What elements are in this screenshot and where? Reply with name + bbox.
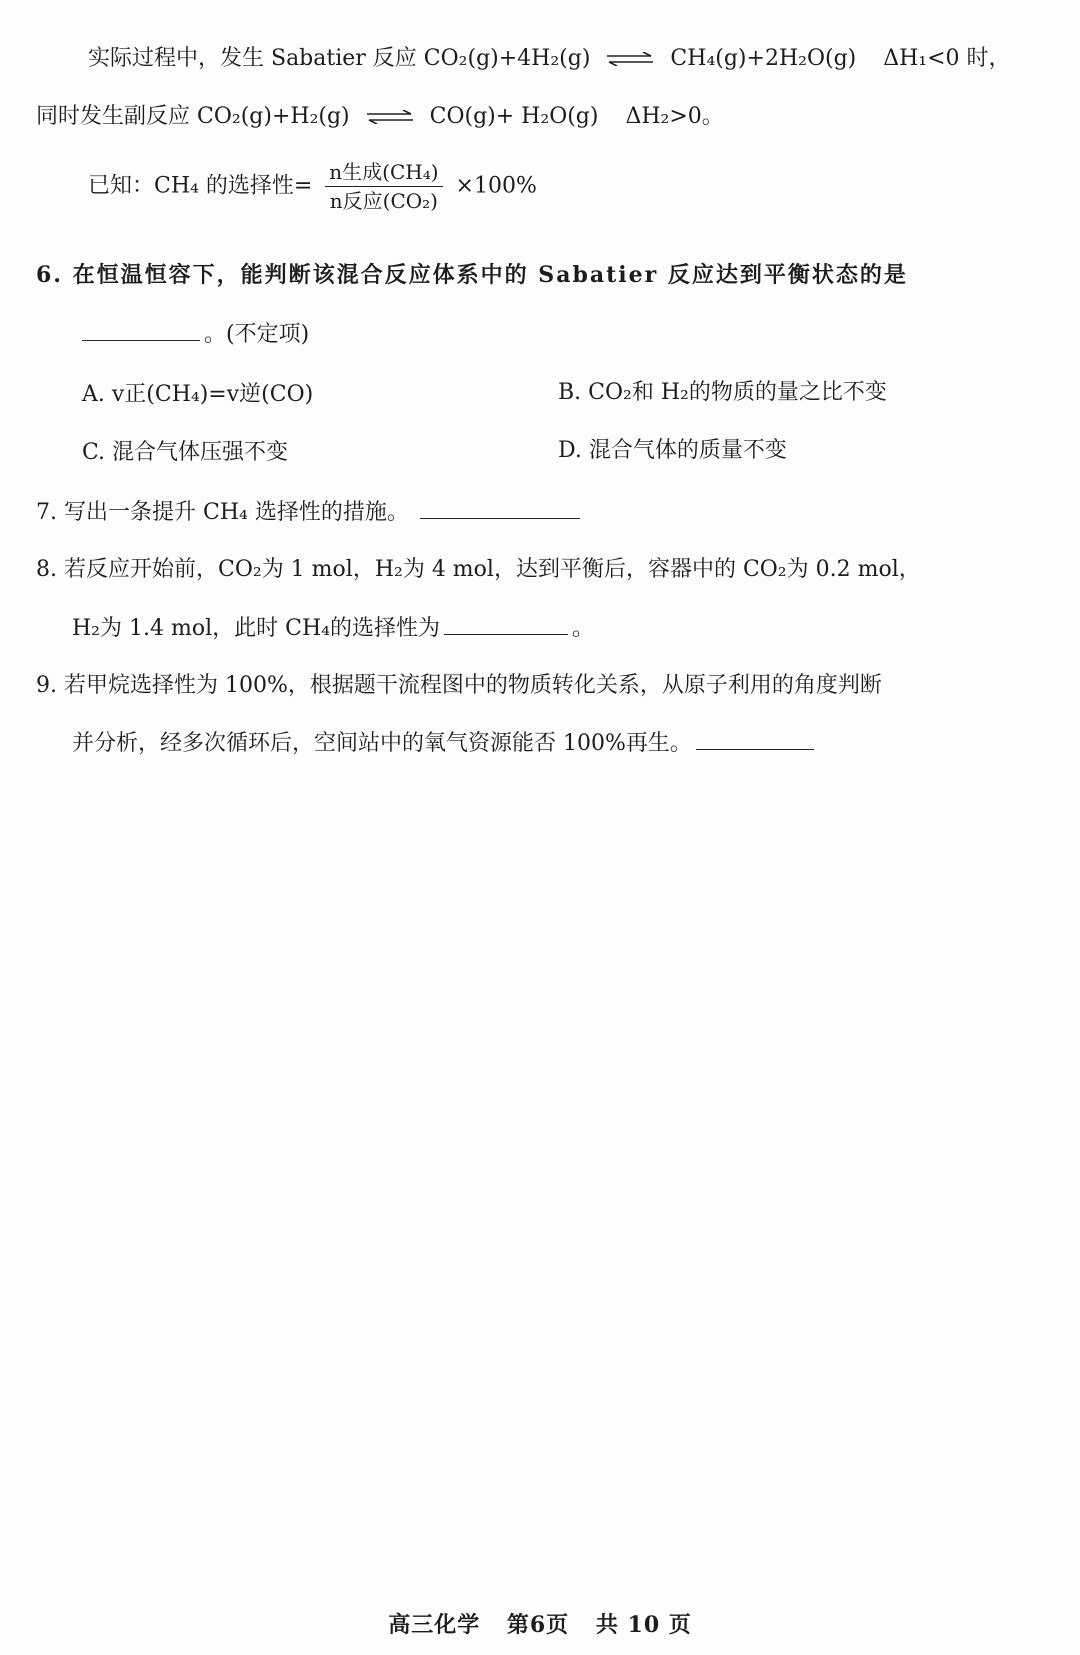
main-reaction-line <box>88 46 1011 72</box>
option-d-label: D. 混合气体的质量不变 <box>558 438 787 463</box>
footer-page: 第6页 <box>506 1612 570 1638</box>
reaction-reactants: CO₂(g)+4H₂(g) <box>423 46 591 71</box>
equilibrium-arrow-icon <box>365 110 415 124</box>
question-6-number: 6. <box>36 262 63 288</box>
selectivity-formula <box>88 160 537 213</box>
selectivity-numerator: n生成(CH₄) <box>329 160 439 184</box>
selectivity-fraction <box>325 160 442 213</box>
question-7 <box>36 500 584 526</box>
question-6-blank-line <box>78 322 309 348</box>
question-7-number: 7. <box>36 500 57 525</box>
selectivity-denominator: n反应(CO₂) <box>329 189 438 213</box>
option-c-label: C. 混合气体压强不变 <box>82 440 289 465</box>
question-6 <box>36 262 908 288</box>
side-reaction-products: CO(g)+ H₂O(g) <box>429 104 599 129</box>
option-b-label: B. CO₂和 H₂的物质的量之比不变 <box>558 380 887 405</box>
reaction-prefix: 实际过程中，发生 Sabatier 反应 <box>88 46 417 71</box>
reaction-enthalpy: ΔH₁<0 时， <box>883 46 1011 71</box>
question-9-text-line2: 并分析，经多次循环后，空间站中的氧气资源能否 100%再生。 <box>72 731 692 756</box>
option-a-label: A. v正(CH₄)=v逆(CO) <box>82 382 314 407</box>
side-reaction-prefix: 同时发生副反应 <box>36 104 191 129</box>
equilibrium-arrow-icon <box>605 52 655 66</box>
question-8-text-line2: H₂为 1.4 mol，此时 CH₄的选择性为 <box>72 616 440 641</box>
selectivity-suffix: ×100% <box>455 173 537 199</box>
side-reaction-reactants: CO₂(g)+H₂(g) <box>197 104 350 129</box>
answer-blank-q6[interactable] <box>82 339 200 341</box>
question-8-text-line1: 若反应开始前，CO₂为 1 mol，H₂为 4 mol，达到平衡后，容器中的 CO₂为 0.2 mol， <box>64 557 921 582</box>
reaction-products: CH₄(g)+2H₂O(g) <box>670 46 857 71</box>
question-8-line2 <box>72 616 594 642</box>
option-b[interactable] <box>558 380 887 406</box>
side-reaction-enthalpy: ΔH₂>0。 <box>625 104 724 129</box>
question-9-text-line1: 若甲烷选择性为 100%，根据题干流程图中的物质转化关系，从原子利用的角度判断 <box>64 673 882 698</box>
question-8 <box>36 557 921 583</box>
selectivity-prefix: 已知：CH₄ 的选择性= <box>88 173 313 199</box>
page-footer <box>0 1608 1080 1639</box>
option-c[interactable] <box>82 440 288 466</box>
question-9-number: 9. <box>36 673 57 698</box>
side-reaction-line <box>36 104 724 130</box>
question-8-tail: 。 <box>571 616 594 641</box>
option-d[interactable] <box>558 438 787 464</box>
question-6-text: 在恒温恒容下，能判断该混合反应体系中的 Sabatier 反应达到平衡状态的是 <box>72 262 908 288</box>
footer-subject: 高三化学 <box>388 1612 481 1638</box>
question-7-text: 写出一条提升 CH₄ 选择性的措施。 <box>64 500 409 525</box>
option-a[interactable] <box>82 382 313 408</box>
question-6-tail: 。(不定项) <box>204 322 310 347</box>
question-9-line2 <box>72 731 818 757</box>
answer-blank-q9[interactable] <box>696 748 814 750</box>
answer-blank-q8[interactable] <box>444 633 568 635</box>
footer-total: 共 10 页 <box>595 1612 692 1638</box>
question-9 <box>36 673 882 699</box>
answer-blank-q7[interactable] <box>420 517 580 519</box>
question-8-number: 8. <box>36 557 57 582</box>
